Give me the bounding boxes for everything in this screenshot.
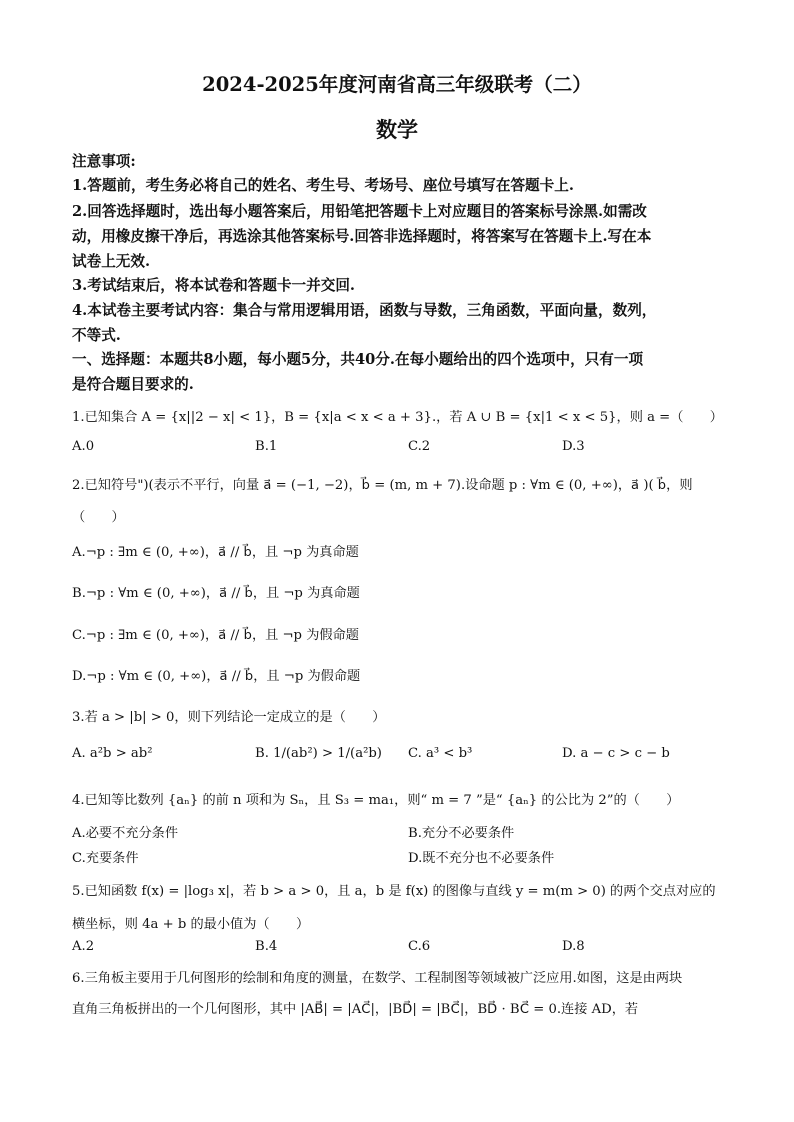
question-1-stem: 1.已知集合 A = {x||2 − x| < 1}，B = {x|a < x < a + 3}.，若 A ∪ B = {x|1 < x < 5}，则 a =（ ） — [72, 410, 723, 425]
question-2-stem: 2.已知符号")(表示不平行，向量 a⃗ = (−1, −2)，b⃗ = (m, m + 7).设命题 p : ∀m ∈ (0, +∞)，a⃗ )( b⃗，则 — [72, 478, 693, 493]
q1-option-b: B.1 — [255, 439, 278, 454]
q2-option-c: C.¬p : ∃m ∈ (0, +∞)，a⃗ // b⃗，且 ¬p 为假命题 — [72, 628, 359, 643]
q1-option-d: D.3 — [562, 439, 585, 454]
notice-line: 3.考试结束后，将本试卷和答题卡一并交回. — [72, 277, 356, 294]
q3-option-c: C. a³ < b³ — [408, 746, 473, 761]
question-2-stem: （ ） — [72, 510, 125, 525]
q3-option-b: B. 1/(ab²) > 1/(a²b) — [255, 746, 382, 761]
subject-title: 数学 — [376, 117, 418, 142]
q1-option-c: C.2 — [408, 439, 431, 454]
notice-line: 1.答题前，考生务必将自己的姓名、考生号、考场号、座位号填写在答题卡上. — [72, 177, 574, 194]
question-6-stem: 6.三角板主要用于几何图形的绘制和角度的测量，在数学、工程制图等领域被广泛应用.如图，这是由两块 — [72, 971, 683, 986]
notice-line: 4.本试卷主要考试内容：集合与常用逻辑用语，函数与导数，三角函数，平面向量，数列， — [72, 302, 657, 319]
section-heading: 一、选择题：本题共8小题，每小题5分，共40分.在每小题给出的四个选项中，只有一项 — [72, 351, 644, 368]
question-5-stem: 5.已知函数 f(x) = |log₃ x|，若 b > a > 0，且 a，b 是 f(x) 的图像与直线 y = m(m > 0) 的两个交点对应的 — [72, 884, 716, 899]
section-heading: 是符合题目要求的. — [72, 376, 194, 393]
question-5-stem: 横坐标，则 4a + b 的最小值为（ ） — [72, 917, 310, 932]
q5-option-b: B.4 — [255, 939, 278, 954]
q3-option-d: D. a − c > c − b — [562, 746, 670, 761]
q2-option-d: D.¬p : ∀m ∈ (0, +∞)，a⃗ // b⃗，且 ¬p 为假命题 — [72, 669, 361, 684]
notice-line: 动，用橡皮擦干净后，再选涂其他答案标号.回答非选择题时，将答案写在答题卡上.写在本 — [72, 228, 652, 245]
q4-option-b: B.充分不必要条件 — [408, 826, 515, 841]
notice-line: 试卷上无效. — [72, 253, 151, 270]
q4-option-a: A.必要不充分条件 — [72, 826, 179, 841]
q2-option-b: B.¬p : ∀m ∈ (0, +∞)，a⃗ // b⃗，且 ¬p 为真命题 — [72, 586, 360, 601]
question-3-stem: 3.若 a > |b| > 0，则下列结论一定成立的是（ ） — [72, 710, 386, 725]
notice-line: 不等式. — [72, 327, 121, 344]
notice-line: 2.回答选择题时，选出每小题答案后，用铅笔把答题卡上对应题目的答案标号涂黑.如需改 — [72, 203, 647, 220]
exam-title: 2024-2025年度河南省高三年级联考（二） — [202, 73, 592, 96]
q3-option-a: A. a²b > ab² — [72, 746, 153, 761]
q5-option-c: C.6 — [408, 939, 431, 954]
q5-option-d: D.8 — [562, 939, 585, 954]
question-4-stem: 4.已知等比数列 {aₙ} 的前 n 项和为 Sₙ，且 S₃ = ma₁，则“ m = 7 ”是“ {aₙ} 的公比为 2”的（ ） — [72, 793, 680, 808]
q5-option-a: A.2 — [72, 939, 95, 954]
q4-option-c: C.充要条件 — [72, 851, 139, 866]
question-6-stem: 直角三角板拼出的一个几何图形，其中 |AB⃗| = |AC⃗|，|BD⃗| = |BC⃗|，BD⃗ · BC⃗ = 0.连接 AD，若 — [72, 1002, 639, 1017]
q4-option-d: D.既不充分也不必要条件 — [408, 851, 555, 866]
notice-heading: 注意事项: — [72, 153, 136, 170]
q2-option-a: A.¬p : ∃m ∈ (0, +∞)，a⃗ // b⃗，且 ¬p 为真命题 — [72, 545, 359, 560]
q1-option-a: A.0 — [72, 439, 95, 454]
